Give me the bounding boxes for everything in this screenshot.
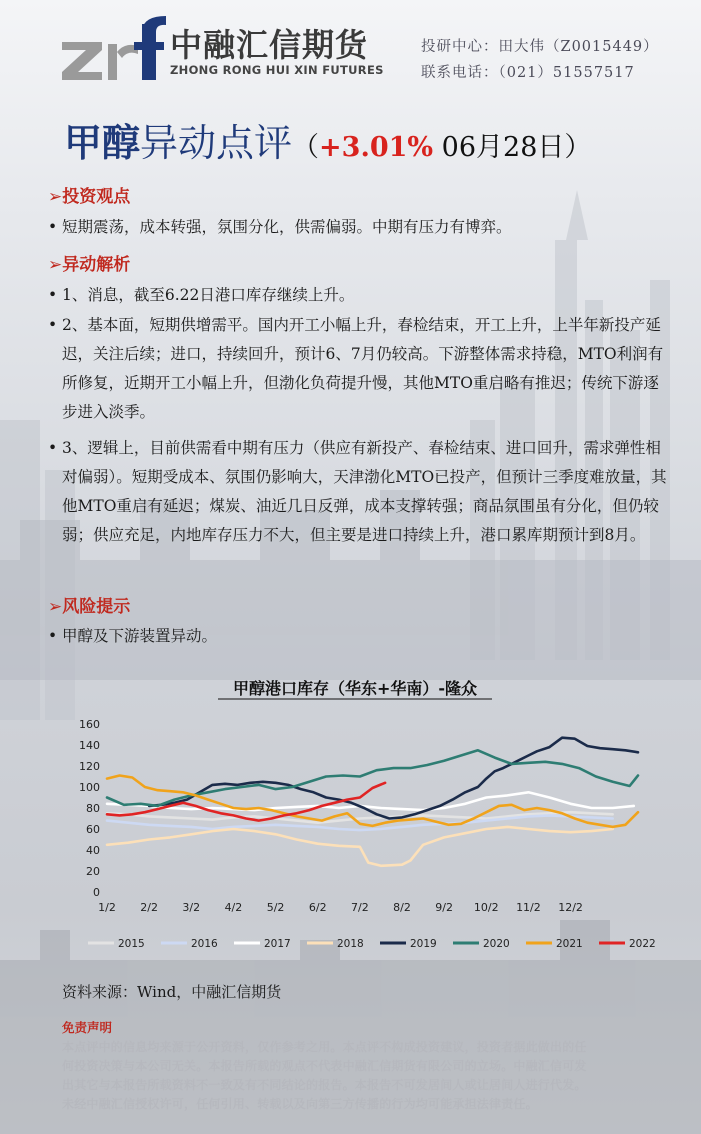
logo-chinese-name: 中融汇信期货: [170, 26, 369, 64]
disclaimer-line: 未经中融汇信授权许可，任何引用、转载以及向第三方传播的行为均可能承担法律责任。: [62, 1097, 538, 1111]
y-tick-label: 80: [86, 802, 100, 815]
chart-title: 甲醇港口库存（华东+华南）-隆众: [232, 679, 478, 698]
disclaimer-line: 本点评中的信息均来源于公开资料，仅作参考之用。本点评不构成投资建议，投资者据此做出的任: [62, 1040, 587, 1054]
y-tick-label: 0: [93, 886, 100, 899]
x-tick-label: 5/2: [266, 901, 285, 914]
x-tick-label: 6/2: [308, 901, 327, 914]
y-tick-label: 40: [86, 844, 100, 857]
series-line-2020: [107, 750, 638, 806]
analysis-item: [48, 311, 668, 427]
data-source: 资料来源：Wind，中融汇信期货: [62, 983, 282, 1001]
x-tick-label: 3/2: [182, 901, 201, 914]
x-tick-label: 12/2: [558, 901, 583, 914]
bullet-dot: •: [48, 218, 58, 236]
y-tick-label: 20: [86, 865, 100, 878]
bullet-dot: •: [48, 627, 58, 645]
legend-label-2015: 2015: [118, 938, 145, 950]
disclaimer-line: 出其它与本报告所载资料不一致及有不同结论的报告。本报告不可发居间人或让居间人进行代发。: [62, 1078, 587, 1092]
analysis-item: [48, 434, 668, 550]
legend-label-2016: 2016: [191, 938, 218, 950]
view-item-text: 短期震荡，成本转强，氛围分化，供需偏弱。中期有压力有博弈。: [62, 218, 512, 236]
x-tick-label: 1/2: [98, 901, 116, 914]
legend-label-2020: 2020: [483, 938, 510, 950]
disclaimer-text: [62, 1038, 642, 1114]
y-tick-label: 160: [79, 718, 100, 731]
title-paren-open: （: [292, 132, 320, 163]
legend-label-2022: 2022: [629, 938, 656, 950]
x-tick-label: 9/2: [435, 901, 453, 914]
x-tick-label: 10/2: [473, 901, 499, 914]
section-analysis-title: ➢异动解析: [48, 255, 131, 275]
disclaimer-title: 免责声明: [62, 1020, 113, 1035]
x-tick-label: 7/2: [351, 901, 369, 914]
title-date: 06月28日: [433, 132, 565, 163]
page-title: [64, 112, 591, 167]
x-tick-label: 2/2: [140, 901, 158, 914]
x-tick-label: 11/2: [516, 901, 541, 914]
section-view-title: ➢投资观点: [48, 187, 131, 207]
view-item: [48, 213, 668, 242]
risk-item-text: 甲醇及下游装置异动。: [62, 627, 218, 645]
y-tick-label: 120: [79, 760, 100, 773]
x-tick-label: 4/2: [224, 901, 243, 914]
title-change: +3.01%: [319, 132, 434, 163]
risk-item: [48, 622, 668, 651]
y-tick-label: 60: [86, 823, 100, 836]
series-line-2019: [149, 738, 638, 819]
title-product: 甲醇: [64, 120, 141, 165]
analysis-item: [48, 281, 668, 310]
analysis-item-text: 1、消息，截至6.22日港口库存继续上升。: [62, 286, 355, 304]
legend-label-2017: 2017: [264, 938, 291, 950]
legend-label-2021: 2021: [556, 938, 583, 950]
contact-phone: 联系电话：（021）51557517: [421, 65, 635, 81]
legend-label-2018: 2018: [337, 938, 364, 950]
research-center: 投研中心：田大伟（Z0015449）: [421, 39, 659, 55]
bullet-dot: •: [48, 286, 58, 304]
analysis-item-text: 2、基本面，短期供增需平。国内开工小幅上升，春检结束，开工上升，上半年新投产延迟，关注后续；进口，持续回升，预计6、7月仍较高。下游整体需求持稳，MTO利润有所修复，近期开工小幅上升，但渤化负荷提升慢，其他MTO重启略有推迟；传统下游逐步进入淡季。: [62, 316, 664, 421]
y-tick-label: 100: [79, 781, 100, 794]
legend-label-2019: 2019: [410, 938, 437, 950]
bullet-dot: •: [48, 316, 58, 334]
title-paren-close: ）: [564, 132, 592, 163]
x-tick-label: 8/2: [393, 901, 411, 914]
title-type: 异动点评: [140, 121, 293, 165]
inventory-line-chart: [60, 672, 656, 962]
analysis-item-text: 3、逻辑上，目前供需看中期有压力（供应有新投产、春检结束、进口回升，需求弹性相对偏弱）。短期受成本、氛围仍影响大，天津渤化MTO已投产，但预计三季度难放量，其他MTO重启有延迟；煤炭、油近几日反弹，成本支撑转强；商品氛围虽有分化，但仍较弱；供应充足，内地库存压力不大，但主要是进口持续上升，港口累库期预计到8月。: [62, 439, 667, 544]
series-line-2018: [107, 827, 613, 866]
disclaimer-line: 何投资决策与本公司无关。本报告所载的观点不代表中融汇信期货有限公司的立场。中融汇信可发: [62, 1059, 587, 1073]
y-tick-label: 140: [79, 739, 100, 752]
bullet-dot: •: [48, 439, 58, 457]
logo-english-name: ZHONG RONG HUI XIN FUTURES: [170, 63, 384, 77]
section-risk-title: ➢风险提示: [48, 597, 131, 617]
series-line-2015: [107, 812, 613, 823]
